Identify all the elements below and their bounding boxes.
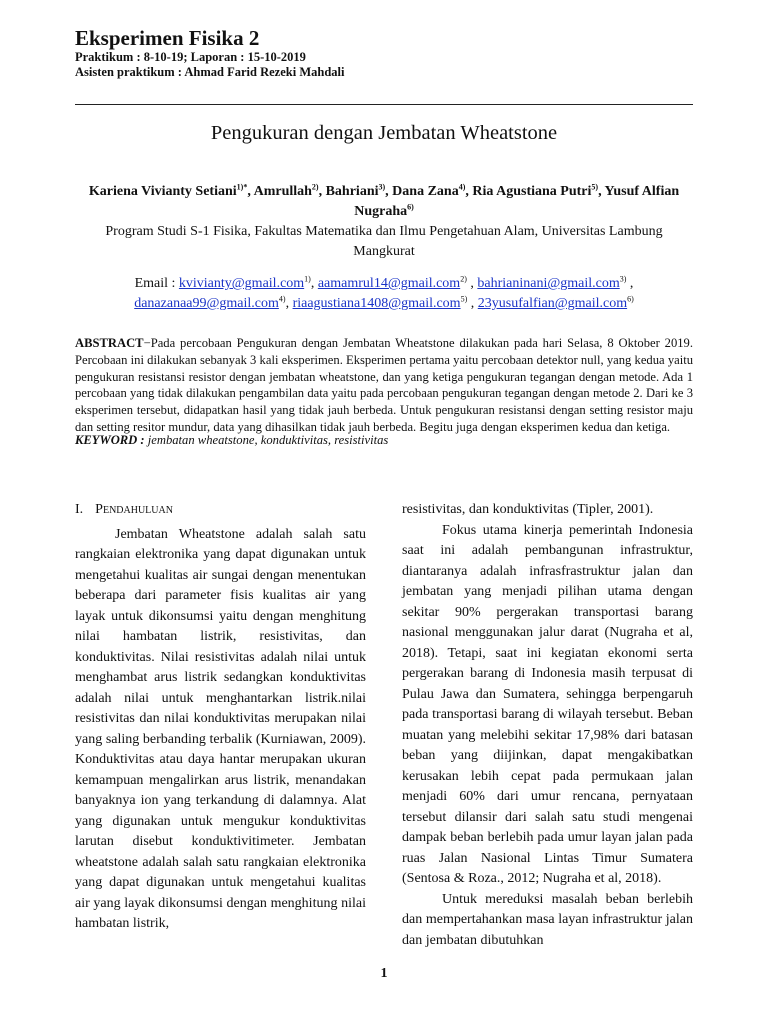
email-link[interactable]: bahrianinani@gmail.com [477, 276, 620, 291]
journal-title: Eksperimen Fisika 2 [75, 26, 260, 50]
author-name: Amrullah [253, 184, 312, 199]
abstract-label: ABSTRACT [75, 336, 144, 350]
author-sup: 1)* [236, 182, 248, 192]
journal-header [75, 26, 344, 80]
email-link[interactable]: aamamrul14@gmail.com [317, 276, 461, 291]
author-sup: 4) [458, 182, 466, 192]
email-link[interactable]: kvivianty@gmail.com [178, 276, 305, 291]
paper-title: Pengukuran dengan Jembatan Wheatstone [210, 122, 558, 144]
author-name: Bahriani [325, 184, 379, 199]
page-number: 1 [380, 966, 388, 981]
author-sup: 6) [407, 202, 414, 212]
keywords [75, 432, 693, 448]
header-divider [75, 104, 693, 105]
right-column [402, 500, 693, 951]
section-title: Pendahuluan [95, 502, 173, 517]
abstract-text: Pada percobaan Pengukuran dengan Jembatan Wheatstone dilakukan pada hari Selasa, 8 Oktober 2019. Percobaan ini dilakukan sebanyak 3 kali eksperimen. Eksperimen pertama yaitu percobaan detektor null, yang kedua yaitu pengukuran resistansi resistor dengan jembatan wheatstone, dan yang ketiga pengukuran tegangan dengan metode. Ada 1 percobaan yang tidak dilakukan pengambilan data yaitu pada percobaan pengukuran tegangan dengan metode 2. Dari ke 3 eksperimen tersebut, didapatkan hasil yang tidak jauh berbeda. Untuk pengukuran resistansi dengan setting resistor maju dan setting resitor mundur, data yang dihasilkan tidak jauh berbeda. Begitu juga dengan eksperimen kedua dan ketiga. [75, 336, 693, 434]
author-sup: 3) [378, 182, 386, 192]
section-number: I. [75, 502, 84, 517]
author-name: Kariena Vivianty Setiani [88, 184, 237, 199]
email-link[interactable]: riaagustiana1408@gmail.com [292, 296, 461, 311]
author-name: Ria Agustiana Putri [472, 184, 592, 199]
left-column [75, 500, 366, 935]
email-label: Email : [134, 276, 179, 291]
author-sup: 5) [591, 182, 599, 192]
author-name: Dana Zana [392, 184, 459, 199]
author-list: Kariena Vivianty Setiani$^{1)*}$, Amrullah$^{2)}$, Bahriani$^{3)}$, Dana Zana$^{4)}$, Ria Agustiana Putri$^{5)}$, Yusuf Alfian Nugraha$^{6)}$ [88, 182, 680, 219]
email-link[interactable]: danazanaa99@gmail.com [134, 296, 279, 311]
body-paragraph: resistivitas, dan konduktivitas (Tipler, 2001). [402, 502, 654, 517]
body-paragraph: Untuk mereduksi masalah beban berlebih dan mempertahankan masa layan infrastruktur jalan dan jembatan dibutuhkan [402, 891, 693, 948]
section-heading [75, 500, 366, 521]
email-link[interactable]: 23yusufalfian@gmail.com [477, 296, 628, 311]
email-list: Email : kvivianty@gmail.com$^{1)}$, aamamrul14@gmail.com$^{2)}$ , bahrianinani@gmail.com$^{3)}$ , danazanaa99@gmail.com$^{4)}$, riaagustiana1408@gmail.com$^{5)}$ , 23yusufalfian@gmail.com$^{6)}$ [134, 274, 634, 311]
praktikum-dates: Praktikum : 8-10-19; Laporan : 15-10-2019 [75, 50, 306, 64]
keyword-label: KEYWORD : [75, 433, 148, 447]
keyword-text: jembatan wheatstone, konduktivitas, resistivitas [147, 433, 389, 447]
author-sup: 2) [311, 182, 319, 192]
abstract-dash: − [143, 336, 151, 350]
affiliation: Program Studi S-1 Fisika, Fakultas Matematika dan Ilmu Pengetahuan Alam, Universitas Lambung Mangkurat [105, 224, 663, 259]
asisten-line: Asisten praktikum : Ahmad Farid Rezeki Mahdali [75, 65, 345, 79]
abstract [75, 335, 693, 436]
author-name: Yusuf Alfian Nugraha [354, 184, 680, 219]
body-paragraph: Fokus utama kinerja pemerintah Indonesia saat ini adalah pembangunan infrastruktur, diantaranya adalah infrasfrastruktur jalan dan jembatan yang menjadi pilihan utama dengan sekitar 90% pergerakan transportasi barang nasional menggunakan jalur darat (Nugraha et al, 2018). Tetapi, saat ini kegiatan ekonomi serta pergerakan barang di Indonesia masih terpusat di Pulau Jawa dan Sumatera, sehingga berpengaruh pada transportasi barang di wilayah tersebut. Beban muatan yang melebihi sekitar 17,98% dari batasan beban yang diijinkan, dapat mengakibatkan kerusakan lebih cepat pada permukaan jalan menjadi 60% dari umur rencana, pernyataan tersebut dilansir dari salah satu studi mengenai dampak beban berlebih pada umur layan jalan pada ruas Jalan Nasional Lintas Timur Sumatera (Sentosa & Roza., 2012; Nugraha et al, 2018). [402, 522, 693, 886]
body-paragraph: Jembatan Wheatstone adalah salah satu rangkaian elektronika yang dapat digunakan untuk mengetahui kualitas air sungai dengan menentukan beberapa dari parameter fisis kualitas air yang layak untuk dikonsumsi yaitu dengan menghitung nilai hambatan listrik, resistivitas, dan konduktivitas. Nilai resistivitas adalah nilai untuk menghambat arus listrik sedangkan konduktivitas adalah nilai untuk menghantarkan listrik.nilai resistivitas dan nilai konduktivitas merupakan nilai yang saling berbanding terbalik (Kurniawan, 2009). Konduktivitas atau daya hantar merupakan ukuran kemampuan mengalirkan arus listrik, menandakan banyaknya ion yang terkandung di dalamnya. Alat yang digunakan untuk mengukur konduktivitas larutan disebut konduktivitimeter. Jembatan wheatstone adalah salah satu rangkaian elektronika yang dapat digunakan untuk mengetahui kualitas air yang layak dikonsumsi dengan menghitung nilai hambatan listrik, [75, 526, 366, 931]
